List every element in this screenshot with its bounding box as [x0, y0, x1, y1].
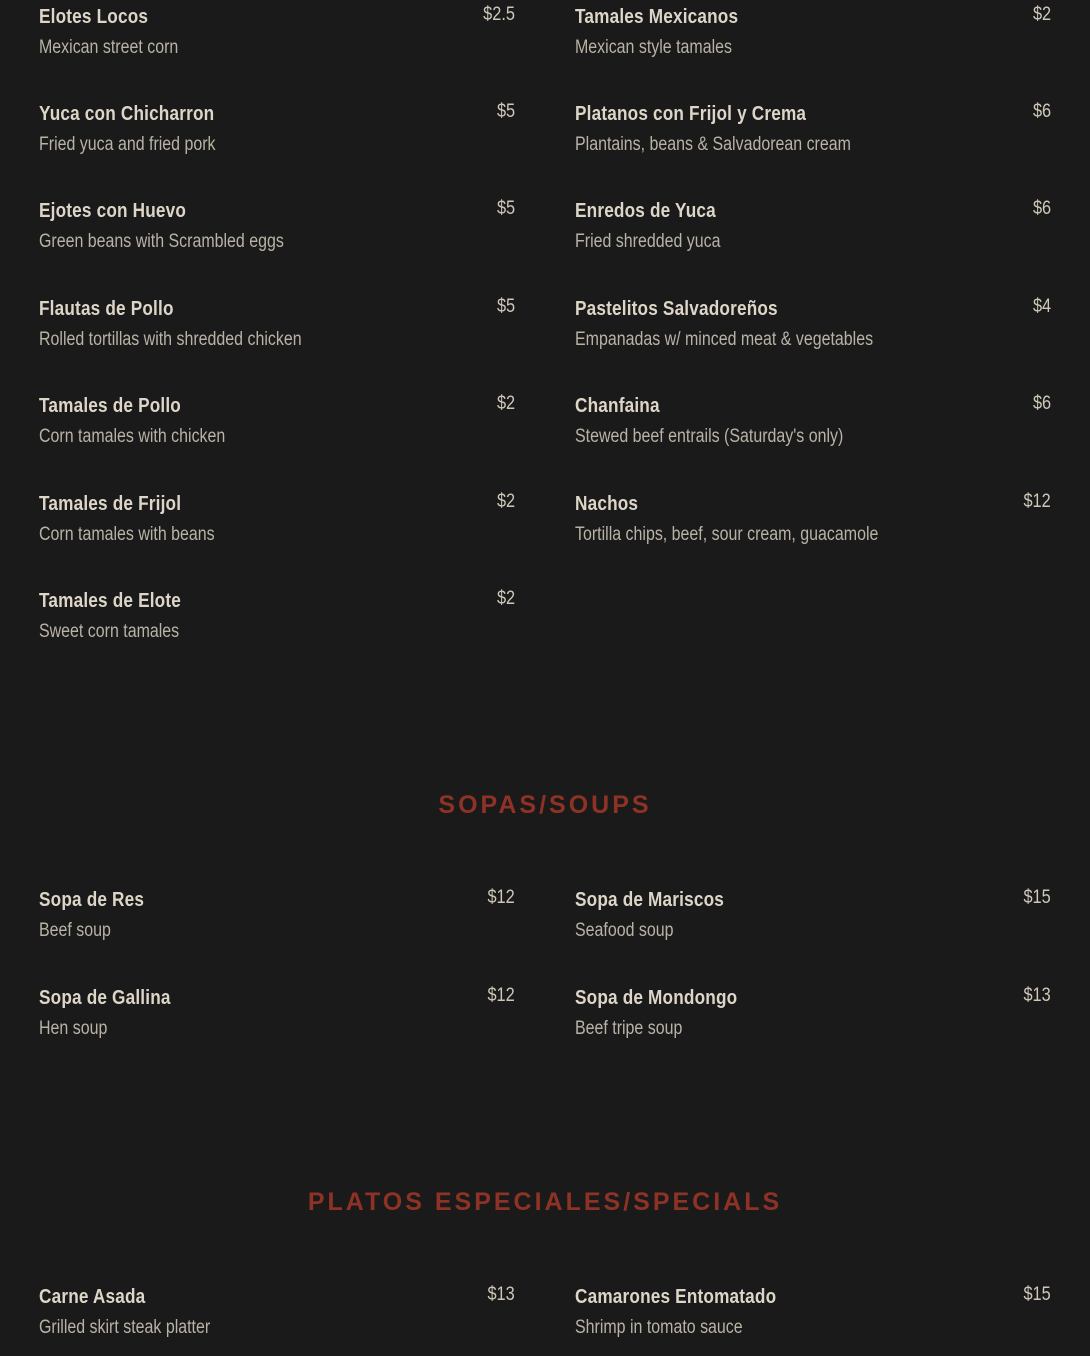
menu-item-price: $2 — [496, 393, 515, 414]
menu-item-description: Seafood soup — [575, 920, 674, 941]
menu-item-name: Chanfaina — [575, 395, 660, 417]
menu-item-description: Rolled tortillas with shredded chicken — [39, 329, 302, 350]
menu-item-description: Beef tripe soup — [575, 1018, 683, 1039]
menu-item-price: $5 — [496, 101, 515, 122]
menu-item — [575, 298, 1051, 368]
menu-item-price: $2 — [496, 588, 515, 609]
menu-item-description: Plantains, beans & Salvadorean cream — [575, 134, 851, 155]
menu-item-price: $2 — [496, 491, 515, 512]
menu-item-name: Sopa de Mariscos — [575, 889, 725, 911]
menu-item-description: Beef soup — [39, 920, 111, 941]
menu-item-price: $13 — [1023, 985, 1051, 1006]
menu-item-name: Tamales Mexicanos — [575, 6, 739, 28]
menu-item-price: $15 — [1023, 887, 1051, 908]
menu-item-description: Sweet corn tamales — [39, 621, 180, 642]
menu-item-description: Fried yuca and fried pork — [39, 134, 216, 155]
menu-item — [575, 103, 1051, 173]
menu-item-price: $12 — [487, 887, 515, 908]
menu-item — [39, 1286, 515, 1356]
menu-item-name: Tamales de Pollo — [39, 395, 181, 417]
menu-item — [39, 395, 515, 465]
menu-item-price: $2 — [1032, 4, 1051, 25]
menu-item — [575, 6, 1051, 76]
menu-item — [39, 298, 515, 368]
menu-item — [39, 493, 515, 563]
menu-item-name: Platanos con Frijol y Crema — [575, 103, 807, 125]
menu-item-price: $6 — [1032, 101, 1051, 122]
menu-item-description: Grilled skirt steak platter — [39, 1317, 211, 1338]
menu-item-price: $4 — [1032, 296, 1051, 317]
menu-item — [39, 889, 515, 959]
menu-item — [39, 987, 515, 1057]
menu-item — [39, 590, 515, 660]
menu-item-price: $13 — [487, 1284, 515, 1305]
menu-item-name: Pastelitos Salvadoreños — [575, 298, 778, 320]
menu-item — [575, 987, 1051, 1057]
section-title-soups: SOPAS/SOUPS — [438, 791, 652, 819]
menu-item-price: $5 — [496, 198, 515, 219]
menu-item-description: Green beans with Scrambled eggs — [39, 231, 284, 252]
menu-item-price: $12 — [487, 985, 515, 1006]
menu-item-description: Empanadas w/ minced meat & vegetables — [575, 329, 874, 350]
menu-item-price: $2.5 — [483, 4, 515, 25]
menu-item-name: Enredos de Yuca — [575, 200, 716, 222]
menu-item — [39, 6, 515, 76]
menu-item-name: Flautas de Pollo — [39, 298, 174, 320]
menu-item-description: Mexican street corn — [39, 37, 179, 58]
menu-item-name: Sopa de Res — [39, 889, 145, 911]
menu-item-price: $15 — [1023, 1284, 1051, 1305]
menu-item-description: Corn tamales with chicken — [39, 426, 226, 447]
menu-item-name: Yuca con Chicharron — [39, 103, 215, 125]
menu-item — [575, 200, 1051, 270]
menu-item-name: Tamales de Elote — [39, 590, 182, 612]
menu-item-name: Camarones Entomatado — [575, 1286, 777, 1308]
menu-item-name: Elotes Locos — [39, 6, 149, 28]
menu-item-name: Ejotes con Huevo — [39, 200, 187, 222]
menu-item-price: $6 — [1032, 393, 1051, 414]
menu-item-description: Shrimp in tomato sauce — [575, 1317, 743, 1338]
section-title-specials: PLATOS ESPECIALES/SPECIALS — [307, 1188, 783, 1216]
menu-item-name: Carne Asada — [39, 1286, 146, 1308]
menu-item — [575, 395, 1051, 465]
menu-item — [575, 493, 1051, 563]
menu-item-name: Tamales de Frijol — [39, 493, 182, 515]
menu-item — [575, 889, 1051, 959]
menu-item-name: Nachos — [575, 493, 639, 515]
menu-item-price: $12 — [1023, 491, 1051, 512]
menu-item — [39, 103, 515, 173]
menu-item-description: Tortilla chips, beef, sour cream, guacamole — [575, 524, 879, 545]
menu-item-price: $6 — [1032, 198, 1051, 219]
menu-item — [575, 1286, 1051, 1356]
menu-item-description: Stewed beef entrails (Saturday's only) — [575, 426, 844, 447]
menu-item-name: Sopa de Gallina — [39, 987, 171, 1009]
menu-item-description: Corn tamales with beans — [39, 524, 215, 545]
menu-item-description: Mexican style tamales — [575, 37, 733, 58]
menu-item-name: Sopa de Mondongo — [575, 987, 738, 1009]
menu-item-description: Fried shredded yuca — [575, 231, 721, 252]
menu-item-description: Hen soup — [39, 1018, 108, 1039]
menu-item — [39, 200, 515, 270]
menu-item-price: $5 — [496, 296, 515, 317]
